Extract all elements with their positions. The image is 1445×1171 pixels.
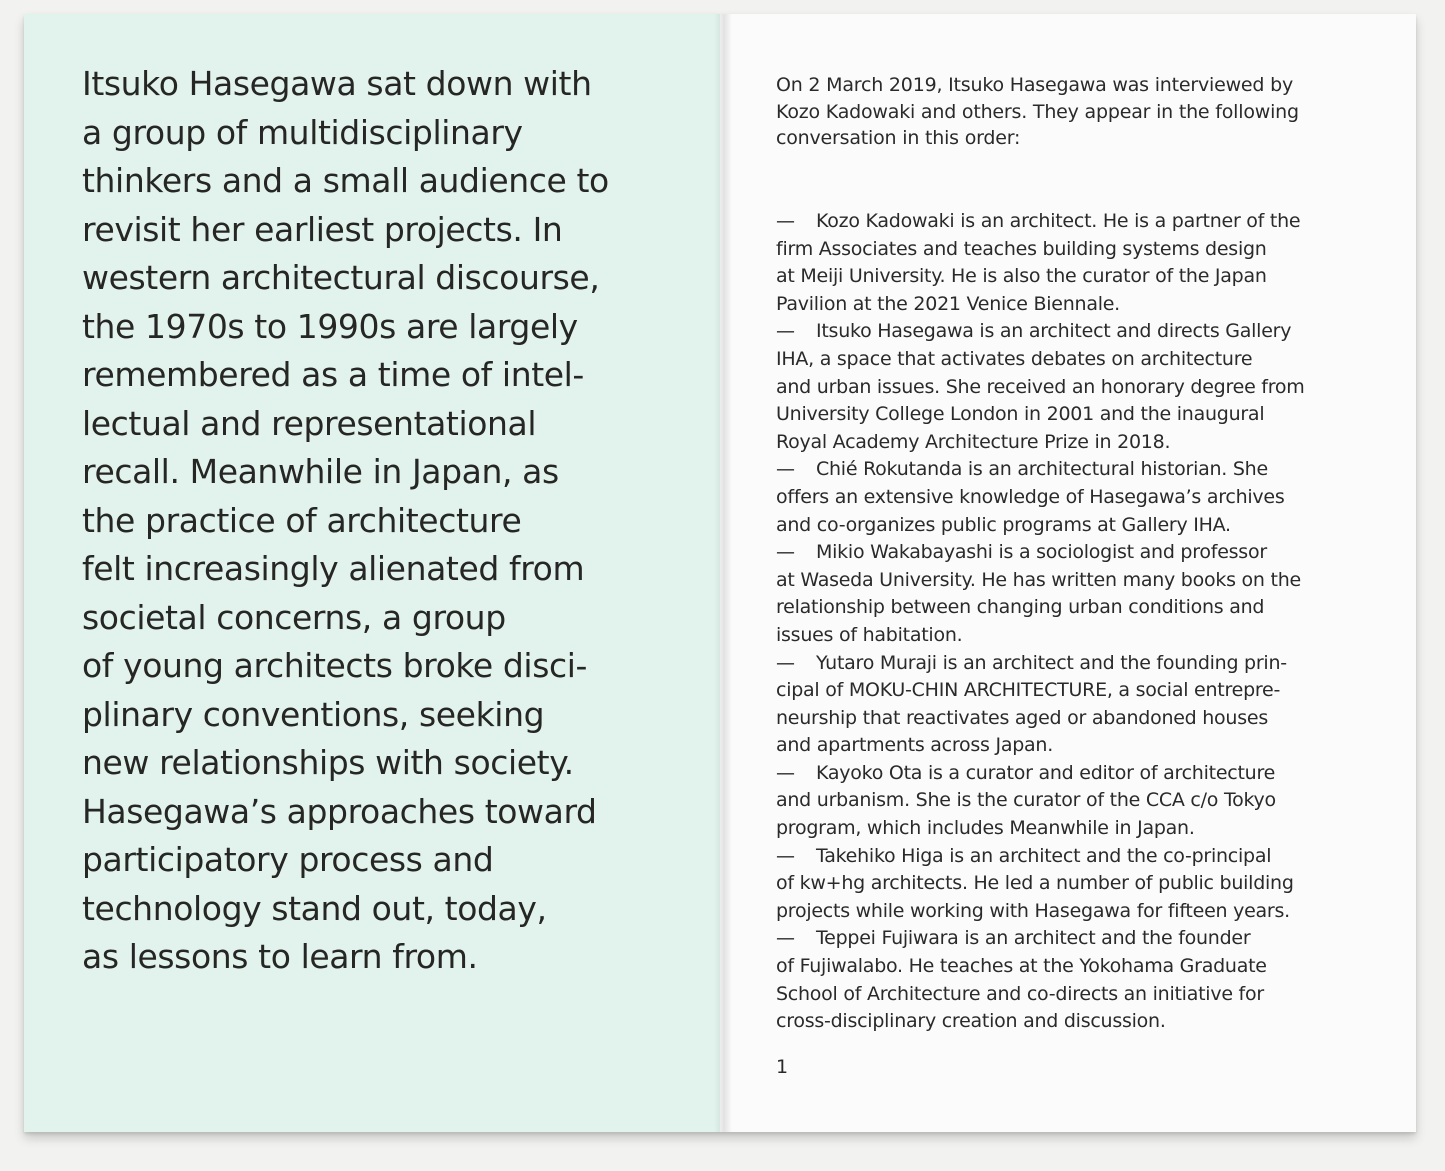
intro-paragraph: Itsuko Hasegawa sat down with a group of multidisciplinary thinkers and a small audience to revisit her earliest projects. In western architectural discourse, the 1970s to 1990s are largely remembered as a time of intel- lectual and representational recall. Meanwhile in Japan, as the practice of architecture felt increasingly alienated from societal concerns, a group of young architects broke disci- plinary conventions, seeking new relationships with society. Hasegawa’s approaches toward participatory process and technology stand out, today, as lessons to learn from. (82, 64, 609, 976)
bio-item (776, 208, 1402, 318)
em-dash: — (776, 651, 795, 674)
bio-text: Chié Rokutanda is an architectural historian. She offers an extensive knowledge of Hasegawa’s archives and co-organizes public programs at Gallery IHA. (776, 458, 1285, 536)
right-page (720, 14, 1416, 1132)
em-dash: — (776, 210, 795, 232)
bio-item (776, 925, 1402, 1035)
bio-text: Mikio Wakabayashi is a sociologist and professor at Waseda University. He has written many books on the relationship between changing urban conditions and issues of habitation. (776, 541, 1301, 646)
bio-item (776, 318, 1402, 456)
bio-item (776, 650, 1402, 760)
book-gutter (714, 14, 732, 1132)
bio-text: Kozo Kadowaki is an architect. He is a partner of the firm Associates and teaches building systems design at Meiji University. He is also the curator of the Japan Pavilion at the 2021 Venice Biennale. (776, 210, 1301, 315)
em-dash: — (776, 927, 795, 950)
bio-item (776, 843, 1402, 926)
bio-text: Itsuko Hasegawa is an architect and directs Gallery IHA, a space that activates debates on architecture and urban issues. She received an honorary degree from University College London in 2001 and the inaugural Royal Academy Architecture Prize in 2018. (776, 320, 1305, 453)
bio-text: Takehiko Higa is an architect and the co-principal of kw+hg architects. He led a number of public building projects while working with Hasegawa for fifteen years. (776, 844, 1294, 922)
bio-item (776, 539, 1402, 649)
participant-bios (776, 208, 1402, 1036)
page-number: 1 (776, 1056, 789, 1078)
booklet-spread (24, 14, 1416, 1132)
left-page (24, 14, 720, 1132)
em-dash: — (776, 844, 795, 867)
lead-paragraph: On 2 March 2019, Itsuko Hasegawa was interviewed by Kozo Kadowaki and others. They appear in the following conversation in this order: (776, 74, 1299, 149)
em-dash: — (776, 458, 795, 481)
bio-text: Kayoko Ota is a curator and editor of architecture and urbanism. She is the curator of the CCA c/o Tokyo program, which includes Meanwhile in Japan. (776, 761, 1276, 840)
em-dash: — (776, 541, 795, 564)
bio-item (776, 760, 1402, 843)
bio-text: Yutaro Muraji is an architect and the founding prin- cipal of MOKU-CHIN ARCHITECTURE, a social entrepre- neurship that reactivates aged or abandoned houses and apartments across Japan. (776, 651, 1287, 757)
em-dash: — (776, 761, 795, 784)
bio-text: Teppei Fujiwara is an architect and the founder of Fujiwalabo. He teaches at the Yokohama Graduate School of Architecture and co-directs an initiative for cross-disciplinary creation and discussion. (776, 927, 1267, 1033)
em-dash: — (776, 320, 795, 343)
bio-item (776, 456, 1402, 539)
